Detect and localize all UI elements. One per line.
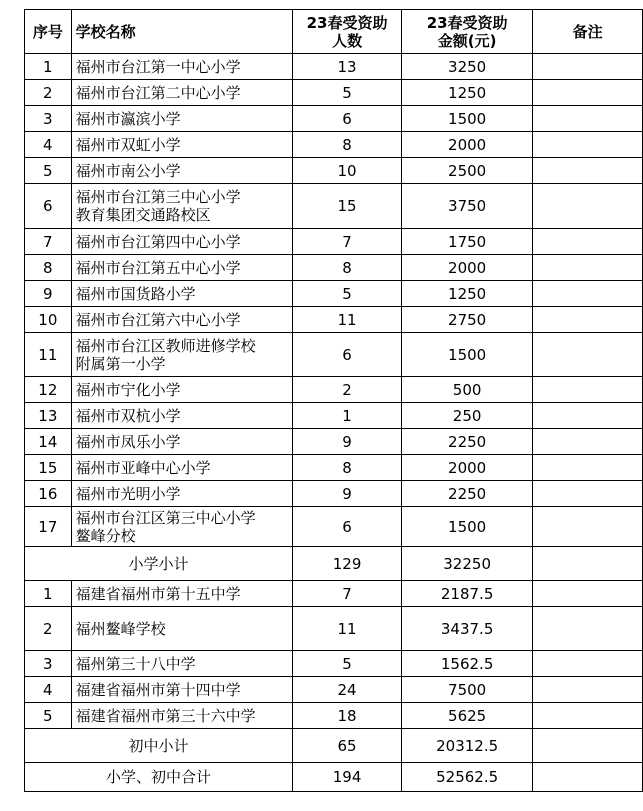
row-note: [533, 581, 643, 607]
header-count-line2: 人数: [332, 31, 363, 50]
row-note: [533, 729, 643, 763]
row-amount: 2500: [402, 158, 533, 184]
row-amount: 1250: [402, 281, 533, 307]
row-count: 6: [293, 333, 402, 377]
row-count: 5: [293, 281, 402, 307]
subsidy-table: [24, 9, 643, 792]
table-row: [25, 703, 643, 729]
header-school: 学校名称: [71, 10, 292, 54]
table-row: [25, 106, 643, 132]
header-amount-line2: 金额(元): [437, 31, 497, 50]
row-count: 5: [293, 651, 402, 677]
row-school-name: 福州第三十八中学: [71, 651, 292, 677]
table-row: [25, 607, 643, 651]
grand-total-amount: 52562.5: [402, 763, 533, 792]
table-row: [25, 132, 643, 158]
row-note: [533, 229, 643, 255]
table-row: [25, 377, 643, 403]
row-school-name: 福建省福州市第三十六中学: [71, 703, 292, 729]
row-note: [533, 281, 643, 307]
table-row: [25, 507, 643, 547]
row-count: 10: [293, 158, 402, 184]
row-seq: 11: [25, 333, 72, 377]
row-seq: 4: [25, 677, 72, 703]
row-school-name: 福州市瀛滨小学: [71, 106, 292, 132]
table-row: [25, 677, 643, 703]
row-seq: 8: [25, 255, 72, 281]
row-amount: 1500: [402, 507, 533, 547]
row-note: [533, 677, 643, 703]
row-amount: 2750: [402, 307, 533, 333]
middle-subtotal-amount: 20312.5: [402, 729, 533, 763]
primary-subtotal-amount: 32250: [402, 547, 533, 581]
table-row: [25, 481, 643, 507]
row-school-name: 福州市国货路小学: [71, 281, 292, 307]
row-amount: 2187.5: [402, 581, 533, 607]
row-amount: 250: [402, 403, 533, 429]
row-school-name: 福州市光明小学: [71, 481, 292, 507]
row-note: [533, 703, 643, 729]
row-seq: 3: [25, 106, 72, 132]
row-school-name: 福州市台江第一中心小学: [71, 54, 292, 80]
subsidy-table-document: [24, 9, 643, 792]
row-seq: 7: [25, 229, 72, 255]
row-seq: 3: [25, 651, 72, 677]
row-note: [533, 54, 643, 80]
row-seq: 10: [25, 307, 72, 333]
grand-total-count: 194: [293, 763, 402, 792]
table-row: [25, 54, 643, 80]
row-note: [533, 80, 643, 106]
row-school-name-line1: 福州市台江区第三中心小学: [75, 508, 256, 527]
row-count: 15: [293, 184, 402, 229]
row-seq: 15: [25, 455, 72, 481]
row-count: 9: [293, 429, 402, 455]
row-amount: 3250: [402, 54, 533, 80]
row-school-name: 福州市凤乐小学: [71, 429, 292, 455]
row-note: [533, 507, 643, 547]
row-school-name-line2: 教育集团交通路校区: [75, 206, 211, 224]
header-amount: [402, 10, 533, 54]
row-note: [533, 651, 643, 677]
row-amount: 1250: [402, 80, 533, 106]
row-school-name: 福州市台江第六中心小学: [71, 307, 292, 333]
table-row: [25, 158, 643, 184]
row-amount: 1562.5: [402, 651, 533, 677]
row-note: [533, 158, 643, 184]
row-school-name: 福州市南公小学: [71, 158, 292, 184]
row-amount: 3750: [402, 184, 533, 229]
header-count-line1: 23春受资助: [306, 13, 388, 32]
row-amount: 2000: [402, 132, 533, 158]
row-amount: 7500: [402, 677, 533, 703]
primary-subtotal-count: 129: [293, 547, 402, 581]
row-school-name: 福州鳌峰学校: [71, 607, 292, 651]
row-amount: 2250: [402, 481, 533, 507]
row-count: 24: [293, 677, 402, 703]
row-count: 1: [293, 403, 402, 429]
row-seq: 1: [25, 54, 72, 80]
row-school-name: 福州市台江第五中心小学: [71, 255, 292, 281]
row-school-name: [71, 507, 292, 547]
header-note: 备注: [533, 10, 643, 54]
row-count: 5: [293, 80, 402, 106]
row-seq: 14: [25, 429, 72, 455]
row-amount: 1500: [402, 333, 533, 377]
table-row: [25, 80, 643, 106]
row-note: [533, 763, 643, 792]
table-row: [25, 307, 643, 333]
row-count: 8: [293, 255, 402, 281]
row-note: [533, 429, 643, 455]
row-seq: 13: [25, 403, 72, 429]
row-school-name-line1: 福州市台江第三中心小学: [75, 188, 241, 206]
row-amount: 2250: [402, 429, 533, 455]
row-school-name: 福州市台江第二中心小学: [71, 80, 292, 106]
row-school-name: 福州市双杭小学: [71, 403, 292, 429]
header-row: [25, 10, 643, 54]
middle-subtotal-row: [25, 729, 643, 763]
header-amount-line1: 23春受资助: [426, 13, 508, 32]
row-note: [533, 455, 643, 481]
header-seq: 序号: [25, 10, 72, 54]
row-school-name: 福州市宁化小学: [71, 377, 292, 403]
row-amount: 500: [402, 377, 533, 403]
middle-subtotal-label: 初中小计: [25, 729, 293, 763]
row-school-name: 福州市双虹小学: [71, 132, 292, 158]
row-count: 11: [293, 307, 402, 333]
row-amount: 1750: [402, 229, 533, 255]
row-amount: 2000: [402, 255, 533, 281]
row-count: 8: [293, 132, 402, 158]
row-seq: 17: [25, 507, 72, 547]
row-note: [533, 607, 643, 651]
row-seq: 12: [25, 377, 72, 403]
row-count: 6: [293, 507, 402, 547]
row-seq: 9: [25, 281, 72, 307]
table-row: [25, 455, 643, 481]
row-count: 18: [293, 703, 402, 729]
table-row: [25, 333, 643, 377]
row-amount: 5625: [402, 703, 533, 729]
row-amount: 2000: [402, 455, 533, 481]
row-seq: 6: [25, 184, 72, 229]
primary-subtotal-row: [25, 547, 643, 581]
row-note: [533, 132, 643, 158]
row-count: 2: [293, 377, 402, 403]
row-count: 7: [293, 581, 402, 607]
row-count: 9: [293, 481, 402, 507]
grand-total-row: [25, 763, 643, 792]
row-count: 6: [293, 106, 402, 132]
table-row: [25, 255, 643, 281]
row-seq: 16: [25, 481, 72, 507]
row-amount: 3437.5: [402, 607, 533, 651]
row-count: 13: [293, 54, 402, 80]
primary-subtotal-label: 小学小计: [25, 547, 293, 581]
row-count: 8: [293, 455, 402, 481]
row-note: [533, 377, 643, 403]
middle-subtotal-count: 65: [293, 729, 402, 763]
row-note: [533, 106, 643, 132]
row-school-name-line2: 附属第一小学: [75, 354, 166, 373]
table-row: [25, 651, 643, 677]
table-row: [25, 229, 643, 255]
row-note: [533, 481, 643, 507]
row-school-name: 福州市台江第四中心小学: [71, 229, 292, 255]
row-school-name: 福建省福州市第十五中学: [71, 581, 292, 607]
grand-total-label: 小学、初中合计: [25, 763, 293, 792]
row-school-name: [71, 184, 292, 229]
row-school-name: 福建省福州市第十四中学: [71, 677, 292, 703]
row-seq: 2: [25, 607, 72, 651]
row-seq: 5: [25, 158, 72, 184]
table-row: [25, 403, 643, 429]
row-school-name: 福州市亚峰中心小学: [71, 455, 292, 481]
table-row: [25, 429, 643, 455]
row-note: [533, 255, 643, 281]
table-row: [25, 281, 643, 307]
row-seq: 4: [25, 132, 72, 158]
row-seq: 2: [25, 80, 72, 106]
row-note: [533, 403, 643, 429]
row-school-name: [71, 333, 292, 377]
row-count: 11: [293, 607, 402, 651]
row-note: [533, 307, 643, 333]
row-school-name-line2: 鳌峰分校: [75, 526, 136, 545]
header-count: [293, 10, 402, 54]
row-count: 7: [293, 229, 402, 255]
row-seq: 1: [25, 581, 72, 607]
row-note: [533, 333, 643, 377]
row-seq: 5: [25, 703, 72, 729]
row-school-name-line1: 福州市台江区教师进修学校: [75, 336, 256, 355]
table-row: [25, 581, 643, 607]
table-row: [25, 184, 643, 229]
row-amount: 1500: [402, 106, 533, 132]
row-note: [533, 547, 643, 581]
row-note: [533, 184, 643, 229]
